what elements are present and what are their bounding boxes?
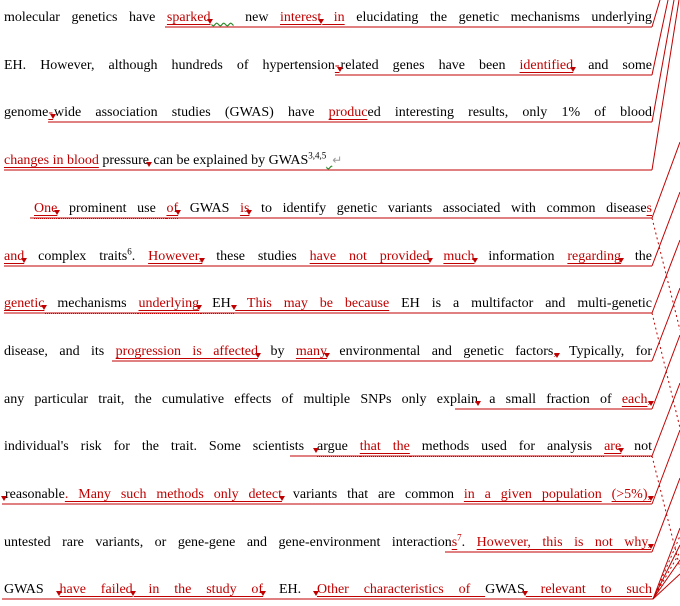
inserted-text: in a given population bbox=[463, 487, 602, 502]
revision-caret-mark bbox=[282, 484, 283, 498]
text-line[interactable] bbox=[4, 198, 652, 219]
revision-caret-mark bbox=[651, 532, 652, 546]
inserted-text: - bbox=[48, 105, 53, 120]
inserted-text: However, this is not why, bbox=[476, 535, 651, 550]
revision-caret-mark bbox=[249, 198, 250, 212]
revision-caret-mark bbox=[234, 293, 235, 307]
body-text: wide association studies (GWAS) have bbox=[54, 105, 329, 120]
body-text: molecular genetics have bbox=[4, 10, 167, 25]
revision-caret-mark bbox=[258, 341, 259, 355]
inserted-text: each bbox=[621, 392, 648, 407]
inserted-text: interest bbox=[280, 10, 322, 25]
inserted-text: One bbox=[34, 201, 57, 219]
body-text: by bbox=[259, 344, 296, 359]
inserted-text: have not provided bbox=[309, 249, 430, 264]
revision-caret-mark bbox=[199, 293, 200, 307]
revision-balloon-leader-line bbox=[653, 545, 680, 599]
text-line[interactable] bbox=[4, 293, 652, 314]
paragraph-mark: ↵ bbox=[332, 153, 343, 167]
inserted-text: and bbox=[4, 249, 25, 264]
body-text: complex traits bbox=[25, 249, 128, 264]
revision-caret-mark bbox=[475, 246, 476, 260]
body-text bbox=[602, 487, 612, 502]
inserted-text: identified bbox=[519, 58, 574, 73]
revision-balloon-leader-line bbox=[652, 240, 680, 313]
inserted-text: is bbox=[240, 201, 250, 216]
revision-balloon-leader-line bbox=[652, 383, 680, 456]
text-line[interactable] bbox=[4, 532, 652, 553]
revision-balloon-leader-line bbox=[652, 0, 674, 122]
format-changed-text: mechanisms bbox=[45, 296, 138, 314]
inserted-text: in the study of bbox=[133, 582, 264, 597]
revision-caret-mark bbox=[621, 246, 622, 260]
revision-caret-mark bbox=[263, 579, 264, 593]
revision-caret-mark bbox=[651, 484, 652, 498]
revision-balloon-leader-line bbox=[652, 218, 680, 330]
revision-balloon-leader-line bbox=[652, 430, 680, 504]
inserted-superscript: 7 bbox=[457, 532, 462, 543]
revision-balloon-leader-line bbox=[653, 528, 680, 599]
inserted-text: genetic bbox=[4, 296, 45, 311]
revision-caret-mark bbox=[321, 7, 322, 21]
inserted-text: , bbox=[647, 392, 651, 407]
inserted-text: much bbox=[443, 249, 475, 264]
inserted-text: sparked bbox=[166, 10, 211, 25]
revision-balloon-leader-line bbox=[652, 0, 679, 170]
text-line[interactable] bbox=[4, 246, 652, 267]
revision-caret-mark bbox=[202, 246, 203, 260]
text-line[interactable] bbox=[4, 102, 652, 123]
inserted-text: . Many such methods only detect bbox=[64, 487, 282, 502]
inserted-text: progression is affected bbox=[115, 344, 259, 359]
body-text: genome bbox=[4, 105, 49, 120]
inserted-text: of bbox=[166, 201, 178, 219]
revision-balloon-leader-line bbox=[653, 552, 680, 599]
inserted-text: are bbox=[604, 439, 622, 454]
revision-balloon-leader-line bbox=[652, 0, 668, 75]
text-line[interactable] bbox=[4, 579, 652, 600]
inserted-text: underlying bbox=[138, 296, 199, 314]
inserted-text: Other characteristics of bbox=[316, 582, 486, 597]
inserted-text: (>5%), bbox=[611, 487, 651, 502]
revision-caret-mark bbox=[44, 293, 45, 307]
revision-caret-mark bbox=[557, 341, 558, 355]
inserted-text: However, bbox=[148, 249, 203, 264]
revision-balloon-leader-line bbox=[652, 456, 680, 568]
revision-caret-mark bbox=[4, 484, 5, 498]
text-line[interactable] bbox=[4, 341, 652, 362]
body-text: individual's risk for the trait. Some scientists bbox=[4, 439, 317, 454]
body-text: environmental and genetic factors bbox=[328, 344, 554, 359]
revision-caret-mark bbox=[149, 150, 150, 164]
revision-caret-mark bbox=[24, 246, 25, 260]
text-line[interactable] bbox=[4, 7, 652, 28]
body-text: GWAS bbox=[485, 582, 525, 597]
inserted-text: , bbox=[553, 344, 557, 359]
revision-balloon-leader-line bbox=[652, 335, 680, 409]
body-text: variants that are common bbox=[282, 487, 464, 502]
revision-caret-mark bbox=[327, 341, 328, 355]
body-text: disease, and its bbox=[4, 344, 116, 359]
inserted-text: changes in blood bbox=[4, 153, 99, 168]
body-text: GWAS bbox=[4, 582, 59, 597]
body-text: EH. However, although hundreds of hypertension bbox=[4, 58, 335, 73]
body-text: and some bbox=[574, 58, 652, 73]
inserted-text: relevant to such bbox=[525, 582, 653, 597]
body-text: the bbox=[622, 249, 653, 264]
reference-superscript: 3,4,5 bbox=[308, 150, 327, 161]
revision-balloon-leader-line bbox=[652, 313, 680, 428]
text-line[interactable] bbox=[4, 55, 652, 76]
body-text: GWAS bbox=[179, 201, 241, 216]
body-text: reasonable bbox=[5, 487, 65, 502]
inserted-text: - bbox=[334, 58, 340, 73]
body-text: EH is a multifactor and multi-genetic bbox=[389, 296, 652, 311]
revision-caret-mark bbox=[340, 55, 341, 69]
body-text: information bbox=[475, 249, 568, 264]
spellcheck-squiggle bbox=[211, 10, 233, 24]
inserted-text: regarding bbox=[567, 249, 622, 264]
revision-balloon-leader-line bbox=[652, 478, 680, 552]
body-text: elucidating the genetic mechanisms underlying bbox=[344, 10, 653, 25]
revision-caret-mark bbox=[57, 198, 58, 212]
revision-balloon-leader-line bbox=[652, 288, 680, 361]
body-text: any particular trait, the cumulative effects of multiple SNPs only explain bbox=[4, 392, 478, 407]
revision-caret-mark bbox=[478, 389, 479, 403]
text-line[interactable] bbox=[4, 150, 652, 171]
revision-balloon-leader-line bbox=[652, 142, 680, 218]
revision-caret-mark bbox=[573, 55, 574, 69]
format-changed-text: EH. bbox=[200, 296, 234, 314]
revision-caret-mark bbox=[651, 389, 652, 403]
revision-balloon-leader-line bbox=[653, 536, 680, 599]
format-changed-text: argue bbox=[317, 439, 360, 457]
body-text: related genes have been bbox=[340, 58, 520, 73]
body-text: EH. bbox=[264, 582, 316, 597]
inserted-text: in bbox=[322, 10, 345, 25]
text-line[interactable] bbox=[4, 436, 652, 457]
revision-caret-mark bbox=[59, 579, 60, 593]
revision-balloon-leader-line bbox=[653, 574, 680, 599]
body-text: Typically, for bbox=[557, 344, 653, 359]
revision-caret-mark bbox=[621, 436, 622, 450]
revision-caret-mark bbox=[210, 7, 211, 21]
inserted-text: This may be because bbox=[235, 296, 390, 311]
body-text: to identify genetic variants associated with common disease bbox=[250, 201, 647, 216]
text-line[interactable] bbox=[4, 389, 652, 410]
body-text: a small fraction of bbox=[479, 392, 622, 407]
inserted-text: have failed bbox=[59, 582, 133, 597]
revision-caret-mark bbox=[316, 579, 317, 593]
revision-caret-mark bbox=[133, 579, 134, 593]
inserted-text: that the bbox=[360, 439, 410, 457]
revision-balloon-leader-line bbox=[652, 0, 660, 27]
revision-balloon-leader-line bbox=[653, 560, 680, 599]
revision-caret-mark bbox=[178, 198, 179, 212]
body-text: . bbox=[461, 535, 477, 550]
revision-caret-mark bbox=[53, 102, 54, 116]
revision-caret-mark bbox=[430, 246, 431, 260]
revision-caret-mark bbox=[316, 436, 317, 450]
revision-balloon-leader-line bbox=[652, 192, 680, 266]
inserted-text: s bbox=[646, 201, 652, 216]
body-text: ed interesting results, only 1% of blood bbox=[367, 105, 653, 120]
inserted-text: many bbox=[295, 344, 327, 359]
format-changed-text: prominent use bbox=[58, 201, 166, 219]
body-text: . bbox=[131, 249, 149, 264]
inserted-text: produc bbox=[328, 105, 368, 120]
body-text: untested rare variants, or gene-gene and gene-environment interaction bbox=[4, 535, 452, 550]
text-line[interactable] bbox=[4, 484, 652, 505]
reference-superscript: 6 bbox=[127, 246, 132, 257]
body-text: these studies bbox=[203, 249, 310, 264]
body-text: pressure bbox=[98, 153, 150, 168]
format-changed-text: not bbox=[622, 439, 652, 457]
body-text: can be explained by GWAS bbox=[150, 153, 309, 168]
format-changed-text: methods used for analysis bbox=[410, 439, 604, 457]
inserted-text: s bbox=[451, 535, 458, 550]
body-text: new bbox=[233, 10, 281, 25]
revision-caret-mark bbox=[525, 579, 526, 593]
